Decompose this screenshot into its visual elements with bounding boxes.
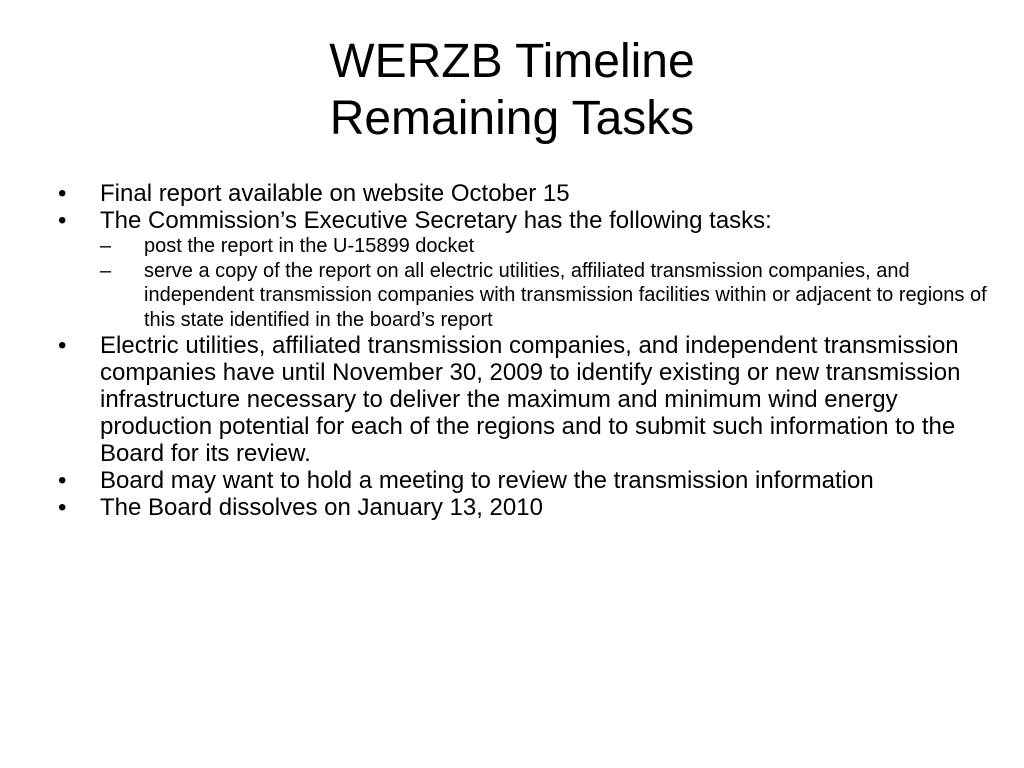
bullet-text: Final report available on website October 15 <box>100 180 570 207</box>
bullet-text: The Commission’s Executive Secretary has the following tasks: <box>100 207 772 234</box>
bullet-text: Board may want to hold a meeting to review the transmission information <box>100 467 874 494</box>
bullet-dot: • <box>58 180 67 207</box>
bullet-item <box>58 180 988 207</box>
sub-bullet-dash: – <box>100 235 112 257</box>
bullet-item <box>58 332 988 467</box>
sub-bullet-text: serve a copy of the report on all electric utilities, affiliated transmission companies, and independent transmission companies with transmission facilities within or adjacent to regions of this state identified in the board’s report <box>144 259 987 331</box>
title-line-1: WERZB Timeline <box>329 35 695 88</box>
bullet-text: The Board dissolves on January 13, 2010 <box>100 494 543 521</box>
bullet-dot: • <box>58 467 67 494</box>
bullet-dot: • <box>58 332 67 359</box>
sub-bullet-item <box>100 234 988 259</box>
slide-title <box>0 33 1024 147</box>
bullet-item <box>58 467 988 494</box>
title-line-2: Remaining Tasks <box>329 92 695 145</box>
bullet-dot: • <box>58 494 67 521</box>
bullet-list <box>58 180 988 521</box>
bullet-text: Electric utilities, affiliated transmission companies, and independent transmission companies have until November 30, 2009 to identify existing or new transmission infrastructure necessary to deliver the maximum and minimum wind energy production potential for each of the regions and to submit such information to the Board for its review. <box>100 332 961 467</box>
bullet-item <box>58 494 988 521</box>
sub-bullet-list <box>100 234 988 332</box>
bullet-item <box>58 207 988 332</box>
bullet-dot: • <box>58 207 67 234</box>
sub-bullet-dash: – <box>100 259 112 282</box>
sub-bullet-item <box>100 259 988 333</box>
sub-bullet-text: post the report in the U-15899 docket <box>144 235 475 257</box>
